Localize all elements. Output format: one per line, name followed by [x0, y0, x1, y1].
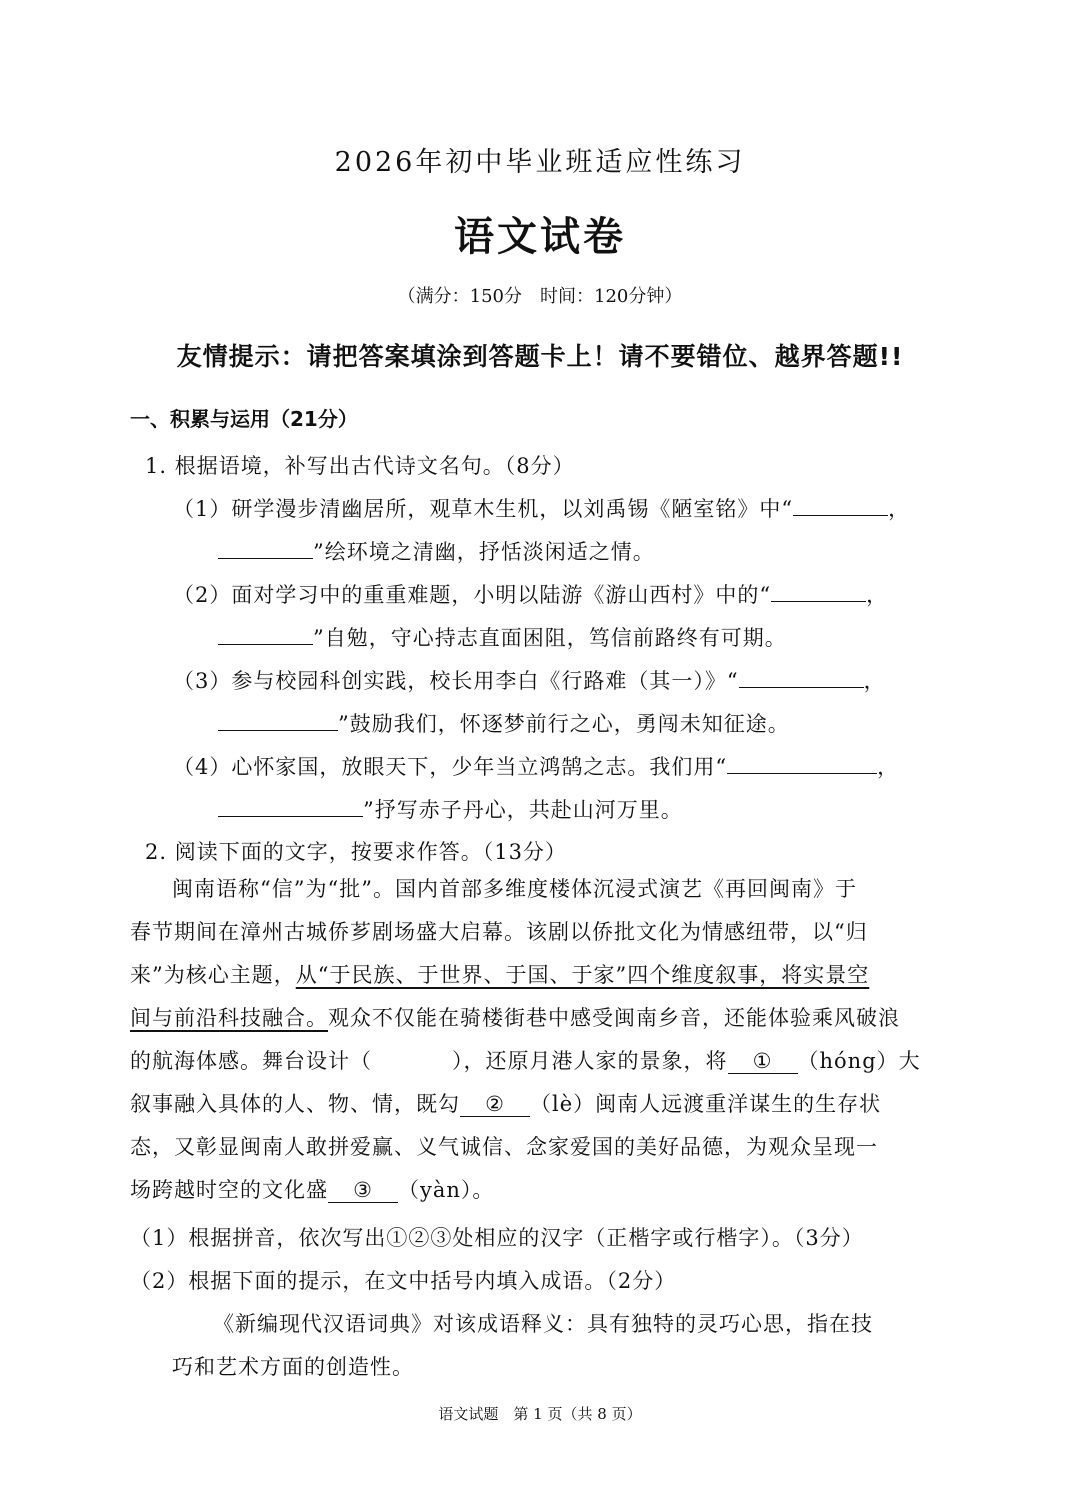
item-comma: ，: [877, 755, 900, 779]
passage-line: 春节期间在漳州古城侨芗剧场盛大启幕。该剧以侨批文化为情感纽带，以“归: [130, 920, 868, 944]
item-text: 参与校园科创实践，校长用李白《行路难（其一）》“: [231, 669, 739, 693]
pinyin-hint: （hóng）大: [797, 1049, 921, 1073]
q1-item-4: [173, 751, 899, 781]
answer-blank: [793, 495, 888, 516]
exam-meta: （满分：150分 时间：120分钟）: [397, 286, 683, 307]
answer-blank: [218, 710, 338, 731]
item-text: 面对学习中的重重难题，小明以陆游《游山西村》中的“: [231, 583, 772, 607]
answer-blank: [739, 667, 864, 688]
q1-item-2: [173, 579, 888, 609]
item-number: （4）: [173, 755, 232, 779]
passage-text: 观众不仅能在骑楼街巷中感受闽南乡音，还能体验乘风破浪: [328, 1006, 900, 1030]
item-text: ”鼓励我们，怀逐梦前行之心，勇闯未知征途。: [338, 712, 790, 736]
passage-line: [130, 1169, 950, 1212]
q1-item-3: [173, 665, 886, 695]
passage-line: [130, 997, 950, 1040]
page-title: 语文试卷: [454, 213, 626, 260]
answer-blank-1: ①: [728, 1049, 798, 1074]
item-number: （2）: [173, 583, 232, 607]
item-text: ”抒写赤子丹心，共赴山河万里。: [363, 798, 683, 822]
passage-text: 的航海体感。舞台设计（: [130, 1049, 372, 1073]
answer-blank-2: ②: [460, 1092, 530, 1117]
q1-item-4-cont: [218, 794, 683, 824]
passage-line: 闽南语称“信”为“批”。国内首部多维度楼体沉浸式演艺《再回闽南》于: [172, 877, 857, 901]
answer-blank: [218, 624, 313, 645]
pinyin-hint: （lè）闽南人远渡重洋谋生的生存状: [530, 1092, 882, 1116]
passage-text: 叙事融入具体的人、物、情，既勾: [130, 1092, 460, 1116]
passage-text: 来”为核心主题，: [130, 963, 296, 987]
passage-line: [130, 954, 950, 997]
q1-item-1: [173, 493, 910, 523]
passage-line: 态，又彰显闽南人敢拼爱赢、义气诚信、念家爱国的美好品德，为观众呈现一: [130, 1135, 878, 1159]
item-text: ”自勉，守心持志直面困阻，笃信前路终有可期。: [313, 626, 787, 650]
passage-line: [130, 1083, 950, 1126]
q1-item-1-cont: [218, 536, 655, 566]
item-comma: ，: [863, 669, 886, 693]
passage-text: 场跨越时空的文化盛: [130, 1178, 328, 1202]
answer-blank: [218, 538, 313, 559]
hint-line: 《新编现代汉语词典》对该成语释义：具有独特的灵巧心思，指在技: [213, 1312, 873, 1336]
underlined-sentence: 从“于民族、于世界、于国、于家”四个维度叙事，将实景空: [295, 963, 870, 987]
item-comma: ，: [888, 497, 911, 521]
q1-item-2-cont: [218, 622, 787, 652]
answer-blank: [727, 753, 877, 774]
underlined-sentence: 间与前沿科技融合。: [130, 1006, 328, 1030]
page-footer: 语文试题 第 1 页（共 8 页）: [438, 1405, 642, 1423]
q1-stem: 1. 根据语境，补写出古代诗文名句。（8分）: [145, 454, 575, 478]
hint-line: 巧和艺术方面的创造性。: [172, 1355, 414, 1379]
passage-text: ），还原月港人家的景象，将: [452, 1049, 728, 1073]
item-text: 研学漫步清幽居所，观草木生机，以刘禹锡《陋室铭》中“: [231, 497, 794, 521]
item-comma: ，: [866, 583, 889, 607]
q2-sub-2: （2）根据下面的提示，在文中括号内填入成语。（2分）: [130, 1269, 677, 1293]
q1-item-3-cont: [218, 708, 790, 738]
answer-blank: [771, 581, 866, 602]
passage-line: [130, 1040, 950, 1083]
notice: 友情提示：请把答案填涂到答题卡上！请不要错位、越界答题!!: [176, 342, 904, 371]
section-heading: 一、积累与运用（21分）: [130, 407, 358, 431]
exam-line: 2026年初中毕业班适应性练习: [334, 147, 746, 178]
item-text: ”绘环境之清幽，抒恬淡闲适之情。: [313, 540, 655, 564]
q2-sub-1: （1）根据拼音，依次写出①②③处相应的汉字（正楷字或行楷字）。（3分）: [130, 1226, 864, 1250]
item-number: （3）: [173, 669, 232, 693]
q2-stem: 2. 阅读下面的文字，按要求作答。（13分）: [145, 840, 567, 864]
answer-blank: [218, 796, 363, 817]
pinyin-hint: （yàn）。: [398, 1178, 495, 1202]
answer-blank-3: ③: [328, 1178, 398, 1203]
item-text: 心怀家国，放眼天下，少年当立鸿鹄之志。我们用“: [231, 755, 728, 779]
item-number: （1）: [173, 497, 232, 521]
